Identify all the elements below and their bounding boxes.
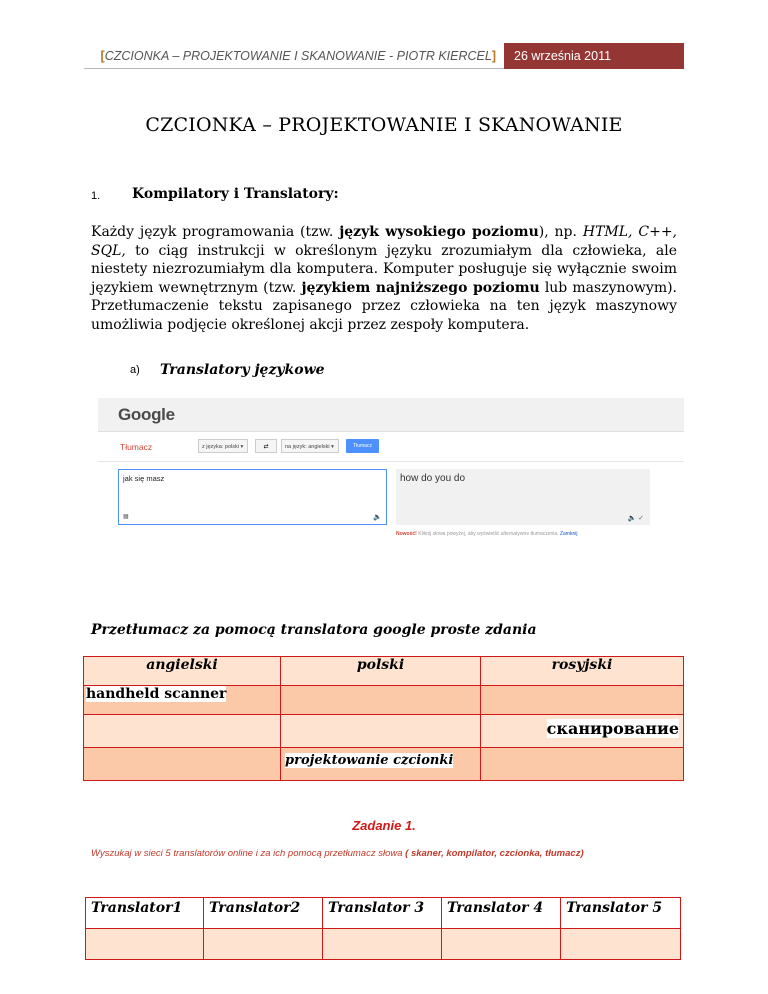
table-header-row [86,898,681,929]
source-language-select[interactable]: z języka: polski ▾ [198,439,248,453]
table-header-cell: Translator1 [86,898,204,929]
table-header-cell: Translator 5 [561,898,681,929]
task-title: Zadanie 1. [352,818,416,833]
table-header-cell: polski [281,657,481,686]
table-cell[interactable] [481,686,684,715]
google-logo: Google [118,405,175,424]
translate-button[interactable]: Tłumacz [346,439,379,453]
table-row [84,686,684,715]
table-row [86,929,681,960]
speaker-icon[interactable]: 🔈 [373,514,382,521]
table-cell[interactable] [442,929,561,960]
table-cell[interactable] [86,929,204,960]
translation-table [83,656,684,781]
table-cell[interactable]: handheld scanner [84,686,281,715]
translate-topbar [98,398,684,432]
table-row [84,748,684,781]
section-title: Kompilatory i Translatory: [132,186,339,202]
table-cell[interactable] [84,715,281,748]
table-header-cell: Translator 3 [323,898,442,929]
swap-languages-icon[interactable]: ⇄ [255,439,277,453]
header-title: CZCIONKA – PROJEKTOWANIE I SKANOWANIE - PIOTR KIERCEL [104,49,492,63]
table-header-cell: Translator2 [204,898,323,929]
subsection-title: Translatory językowe [160,362,325,378]
table-cell[interactable]: сканирование [481,715,684,748]
keyboard-icon[interactable]: ▦ [123,514,129,520]
close-link[interactable]: Zamknij [559,531,578,537]
table-cell[interactable] [204,929,323,960]
source-text: jak się masz [123,474,165,483]
section-number: 1. [91,190,101,202]
subsection-number: a) [130,364,140,376]
translate-note: Nowość! Kliknij słowa powyżej, aby wyświetlić alternatywne tłumaczenia. Zamknij [396,531,578,537]
translation-text: how do you do [400,473,466,484]
translate-label: Tłumacz [120,442,153,452]
table-cell[interactable] [481,748,684,781]
table-cell[interactable] [84,748,281,781]
header-date: 26 września 2011 [504,43,684,69]
translate-screenshot [98,398,684,548]
task-instruction: Wyszukaj w sieci 5 translatorów online i za ich pomocą przetłumacz słowa ( skaner, kompilator, czcionka, tłumacz) [91,848,584,859]
table-row [84,715,684,748]
table-header-cell: Translator 4 [442,898,561,929]
table-cell[interactable] [281,715,481,748]
table-header-cell: angielski [84,657,281,686]
running-header: [CZCIONKA – PROJEKTOWANIE I SKANOWANIE - PIOTR KIERCEL] [84,43,504,69]
speaker-check-icon[interactable]: 🔈 ✓ [627,515,644,522]
document-title: CZCIONKA – PROJEKTOWANIE I SKANOWANIE [145,114,623,136]
table-header-cell: rosyjski [481,657,684,686]
target-language-select[interactable]: na język: angielski ▾ [281,439,339,453]
translation-output [396,469,650,525]
divider [98,461,684,462]
table-cell[interactable] [323,929,442,960]
table-cell[interactable]: projektowanie czcionki [281,748,481,781]
body-paragraph: Każdy język programowania (tzw. język wysokiego poziomu), np. HTML, C++, SQL, to ciąg instrukcji w określonym języku zrozumiałym dla człowieka, ale niestety niezrozumiałym dla komputera. Komputer posługuje się wyłącznie swoim językiem wewnętrznym (tzw. językiem najniższego poziomu lub maszynowym). Przetłumaczenie tekstu zapisanego przez człowieka na ten język maszynowy umożliwia podjęcie określonej akcji przez zespoły komputera. [91,224,678,333]
exercise-caption: Przetłumacz za pomocą translatora google proste zdania [91,622,537,638]
table-cell[interactable] [281,686,481,715]
table-header-row [84,657,684,686]
translators-table [85,897,681,960]
table-cell[interactable] [561,929,681,960]
source-text-input[interactable] [118,469,387,525]
